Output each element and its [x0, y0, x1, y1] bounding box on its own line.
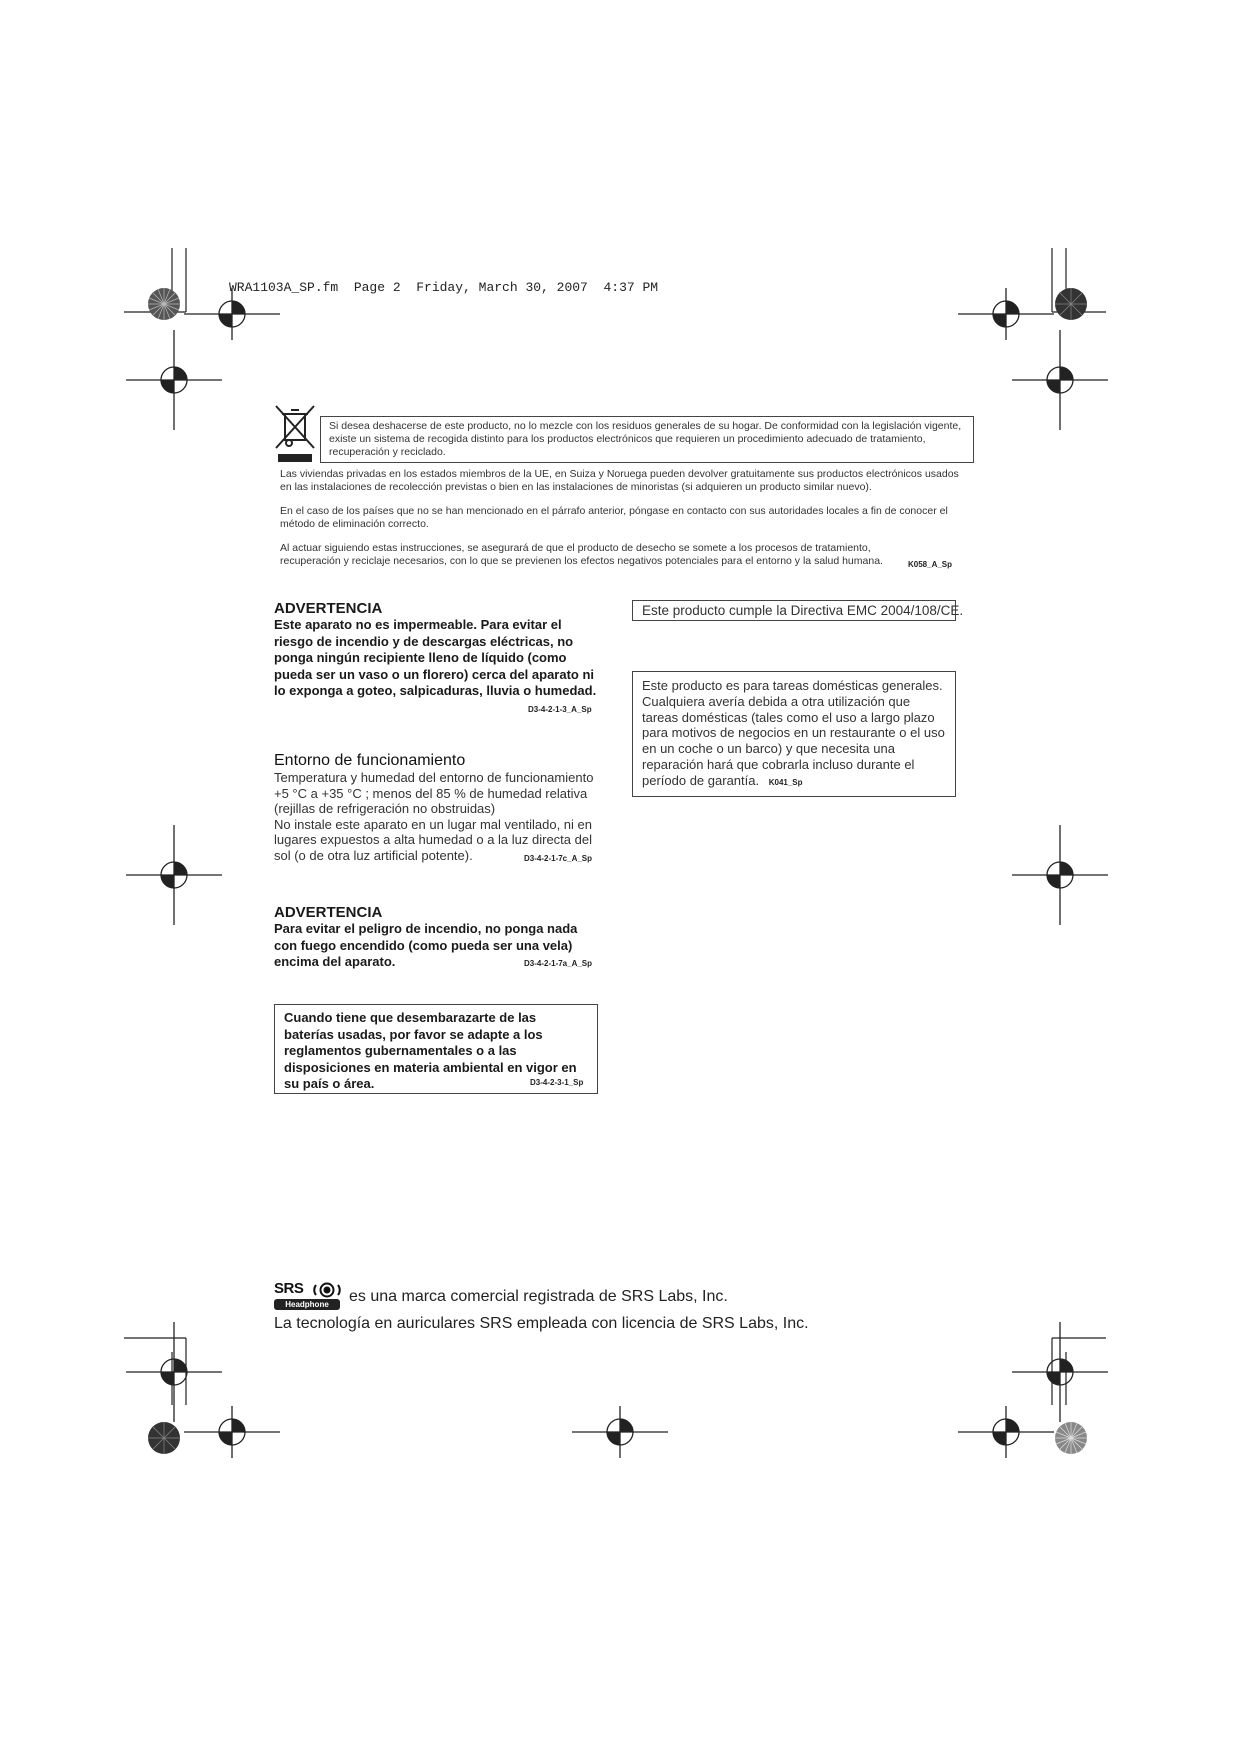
srs-logo-text: SRS	[274, 1280, 304, 1297]
operating-environment-section	[274, 752, 600, 863]
environment-line-3: (rejillas de refrigeración no obstruidas)	[274, 801, 496, 816]
color-wheel-icon	[1053, 286, 1089, 322]
registration-mark-icon	[1010, 330, 1110, 430]
environment-paragraph: No instale este aparato en un lugar mal ventilado, ni en lugares expuestos a alta humedad o a la luz directa del sol (o de otra luz artificial potente).	[274, 816, 592, 863]
battery-body: Cuando tiene que desembarazarte de las baterías usadas, por favor se adapte a los reglamentos gubernamentales o a las disposiciones en materia ambiental en vigor en su país o área.	[284, 1010, 577, 1091]
registration-mark-icon	[124, 825, 224, 925]
warning-title: ADVERTENCIA	[274, 600, 383, 617]
water-warning	[274, 600, 600, 700]
file-header: WRA1103A_SP.fm Page 2 Friday, March 30, 2007 4:37 PM	[229, 280, 659, 295]
registration-mark-icon	[182, 1382, 282, 1482]
emc-text: Este producto cumple la Directiva EMC 2004/108/CE.	[642, 603, 964, 618]
domestic-code: K041_Sp	[768, 777, 803, 787]
warning-code: D3-4-2-1-3_A_Sp	[528, 705, 592, 714]
battery-code: D3-4-2-3-1_Sp	[530, 1078, 584, 1087]
domestic-use-box	[632, 671, 956, 797]
environment-line-1: Temperatura y humedad del entorno de funcionamiento	[274, 770, 594, 785]
warning-title: ADVERTENCIA	[274, 904, 383, 921]
weee-paragraph-returns: Las viviendas privadas en los estados miembros de la UE, en Suiza y Noruega pueden devolver gratuitamente sus productos electrónicos usados en las instalaciones de recolección previstas o bien en las instalaciones de minoristas (si adquieren un producto similar nuevo).	[280, 468, 959, 493]
environment-line-2: +5 °C a +35 °C ; menos del 85 % de humedad relativa	[274, 785, 588, 801]
srs-circle-icon	[312, 1282, 342, 1298]
srs-trademark-line: es una marca comercial registrada de SRS Labs, Inc.	[349, 1288, 728, 1305]
registration-mark-icon	[570, 1382, 670, 1482]
warning-body: Este aparato no es impermeable. Para evitar el riesgo de incendio y de descargas eléctricas, no ponga ningún recipiente lleno de líquido (como pueda ser un vaso o un florero) cerca del aparato ni lo exponga a goteo, salpicaduras, lluvia o humedad.	[274, 617, 597, 698]
registration-mark-icon	[124, 330, 224, 430]
weee-paragraph-other-countries: En el caso de los países que no se han mencionado en el párrafo anterior, póngase en contacto con sus autoridades locales a fin de conocer el método de eliminación correcto.	[280, 505, 948, 530]
weee-box-text: Si desea deshacerse de este producto, no lo mezcle con los residuos generales de su hogar. De conformidad con la legislación vigente, existe un sistema de recogida distinto para los productos electrónicos que requieren un procedimiento adecuado de tratamiento, recuperación y reciclado.	[329, 420, 962, 458]
srs-license-line: La tecnología en auriculares SRS empleada con licencia de SRS Labs, Inc.	[274, 1315, 809, 1332]
weee-code: K058_A_Sp	[908, 560, 953, 569]
color-wheel-icon	[1053, 1420, 1089, 1456]
domestic-body: Este producto es para tareas domésticas generales. Cualquiera avería debida a otra utilización que tareas domésticas (tales como el uso a largo plazo para motivos de negocios en un restaurante o el uso en un coche o un barco) y que necesita una reparación hará que cobrarla incluso durante el período de garantía.	[642, 678, 945, 788]
warning-body: Para evitar el peligro de incendio, no ponga nada con fuego encendido (como pueda ser una vela) encima del aparato.	[274, 921, 578, 969]
emc-compliance-box	[632, 600, 964, 621]
crossed-out-wheelie-bin-icon	[274, 404, 316, 466]
registration-mark-icon	[1010, 825, 1110, 925]
environment-code: D3-4-2-1-7c_A_Sp	[524, 854, 593, 863]
environment-title: Entorno de funcionamiento	[274, 752, 466, 769]
color-wheel-icon	[146, 1420, 182, 1456]
weee-notice-box	[320, 416, 974, 463]
registration-mark-icon	[956, 1382, 1056, 1482]
color-wheel-icon	[146, 286, 182, 322]
warning-code: D3-4-2-1-7a_A_Sp	[524, 959, 593, 968]
srs-headphone-logo	[274, 1280, 342, 1310]
weee-paragraph-benefits: Al actuar siguiendo estas instrucciones, se asegurará de que el producto de desecho se somete a los procesos de tratamiento, recuperación y reciclaje necesarios, con lo que se previenen los efectos negativos potenciales para el entorno y la salud humana.	[280, 542, 883, 567]
srs-headphone-badge: Headphone	[274, 1299, 340, 1310]
